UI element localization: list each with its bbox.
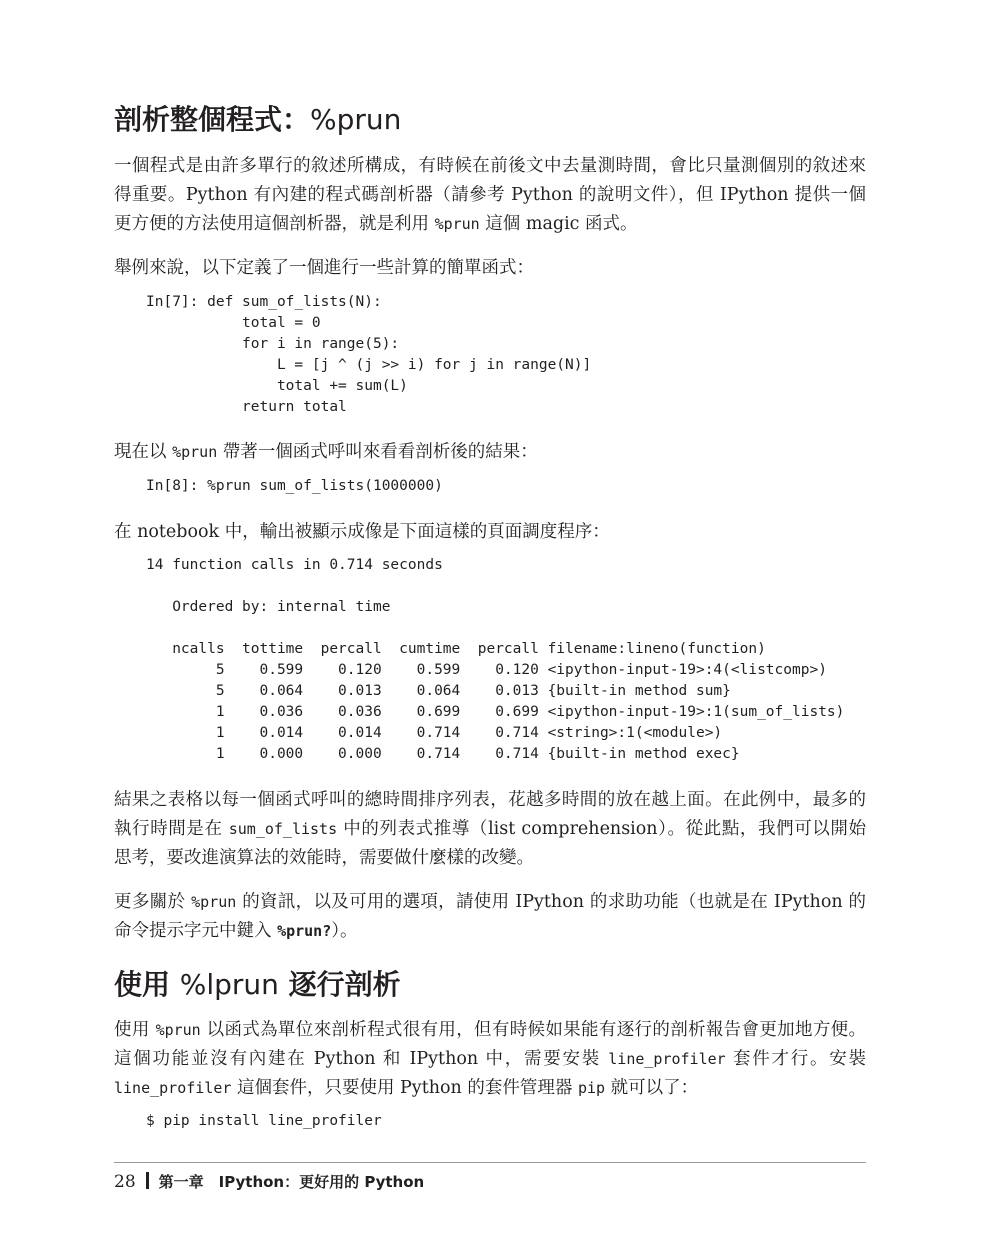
text-run: 結果之表格以每一個函式呼叫的總時間排序列表，花越多時間的放在越上面。在此例中，最多的執行時間是在 bbox=[114, 790, 866, 839]
section-heading-lprun bbox=[114, 967, 401, 1003]
text-run: 現在以 bbox=[114, 442, 173, 462]
heading-command: %lprun bbox=[179, 968, 279, 1001]
inline-code: %prun bbox=[191, 893, 237, 911]
code-block-pip-install: $ pip install line_profiler bbox=[146, 1113, 382, 1129]
paragraph-intro bbox=[114, 152, 866, 239]
inline-code: line_profiler bbox=[608, 1050, 726, 1068]
paragraph-more-info bbox=[114, 888, 866, 946]
footer-divider bbox=[114, 1162, 866, 1163]
inline-code: %prun bbox=[155, 1021, 201, 1039]
text-run: ）。 bbox=[331, 921, 358, 941]
paragraph-lprun-intro bbox=[114, 1016, 866, 1103]
inline-code: line_profiler bbox=[114, 1079, 232, 1097]
paragraph-results bbox=[114, 786, 866, 873]
inline-code: sum_of_lists bbox=[228, 820, 338, 838]
heading-text-b: 逐行剖析 bbox=[278, 968, 401, 1001]
chapter-title: 第一章 IPython：更好用的 Python bbox=[158, 1173, 425, 1191]
section-heading-prun bbox=[114, 102, 401, 138]
inline-code: %prun bbox=[172, 443, 218, 461]
footer-separator bbox=[146, 1172, 149, 1189]
text-run: 就可以了： bbox=[605, 1078, 699, 1098]
heading-text-a: 使用 bbox=[114, 968, 180, 1001]
code-block-prun-call: In[8]: %prun sum_of_lists(1000000) bbox=[146, 478, 443, 494]
text-run: 套件才行。安裝 bbox=[725, 1049, 866, 1069]
paragraph-notebook-output: 在 notebook 中，輸出被顯示成像是下面這樣的頁面調度程序： bbox=[114, 522, 610, 542]
text-run: 中的列表式推導（list comprehension）。從此點，我們可以開始思考，要改進演算法的效能時，需要做什麼樣的改變。 bbox=[114, 819, 867, 868]
text-run: 帶著一個函式呼叫來看看剖析後的結果： bbox=[217, 442, 538, 462]
text-run: 更多關於 bbox=[114, 892, 192, 912]
paragraph-run-prun bbox=[114, 438, 866, 467]
text-run: 的資訊，以及可用的選項，請使用 IPython 的求助功能（也就是在 IPython 的命令提示字元中鍵入 bbox=[114, 892, 867, 941]
page-number: 28 bbox=[114, 1172, 136, 1192]
text-run: 這個套件，只要使用 Python 的套件管理器 bbox=[231, 1078, 578, 1098]
code-block-profile-output: 14 function calls in 0.714 seconds Ordered by: internal time ncalls tottime percall cumtime percall filename:lineno(function) 5 0.599 0.120 0.599 0.120 <ipython-input-19>:4(<listcomp>) 5 0.064 0.013 0.064 0.013 {built-in method sum} 1 0.036 0.036 0.699 0.699 <ipython-input-19>:1(sum_of_lists) 1 0.014 0.014 0.714 0.714 <string>:1(<module>) 1 0.000 0.000 0.714 0.714 {built-in method exec} bbox=[146, 557, 845, 762]
inline-code-bold: %prun? bbox=[277, 922, 332, 940]
heading-text: 剖析整個程式： bbox=[114, 103, 311, 136]
heading-command: %prun bbox=[310, 103, 402, 136]
inline-code: %prun bbox=[434, 215, 480, 233]
text-run: 以函式為單位來剖析程式很有用，但有時候如果能有逐行的剖析報告會更加地方便。這個功能並沒有內建在 Python 和 IPython 中，需要安裝 bbox=[114, 1020, 866, 1069]
page-footer bbox=[114, 1170, 424, 1195]
code-block-def: In[7]: def sum_of_lists(N): total = 0 for i in range(5): L = [j ^ (j >> i) for j in range(N)] total += sum(L) return total bbox=[146, 294, 592, 415]
inline-code: pip bbox=[577, 1079, 606, 1097]
paragraph-example: 舉例來說，以下定義了一個進行一些計算的簡單函式： bbox=[114, 258, 534, 278]
text-run: 這個 magic 函式。 bbox=[479, 214, 638, 234]
text-run: 使用 bbox=[114, 1020, 156, 1040]
text-run: 一個程式是由許多單行的敘述所構成，有時候在前後文中去量測時間，會比只量測個別的敘述來得重要。Python 有內建的程式碼剖析器（請參考 Python 的說明文件），但 IPython 提供一個更方便的方法使用這個剖析器，就是利用 bbox=[114, 156, 866, 234]
